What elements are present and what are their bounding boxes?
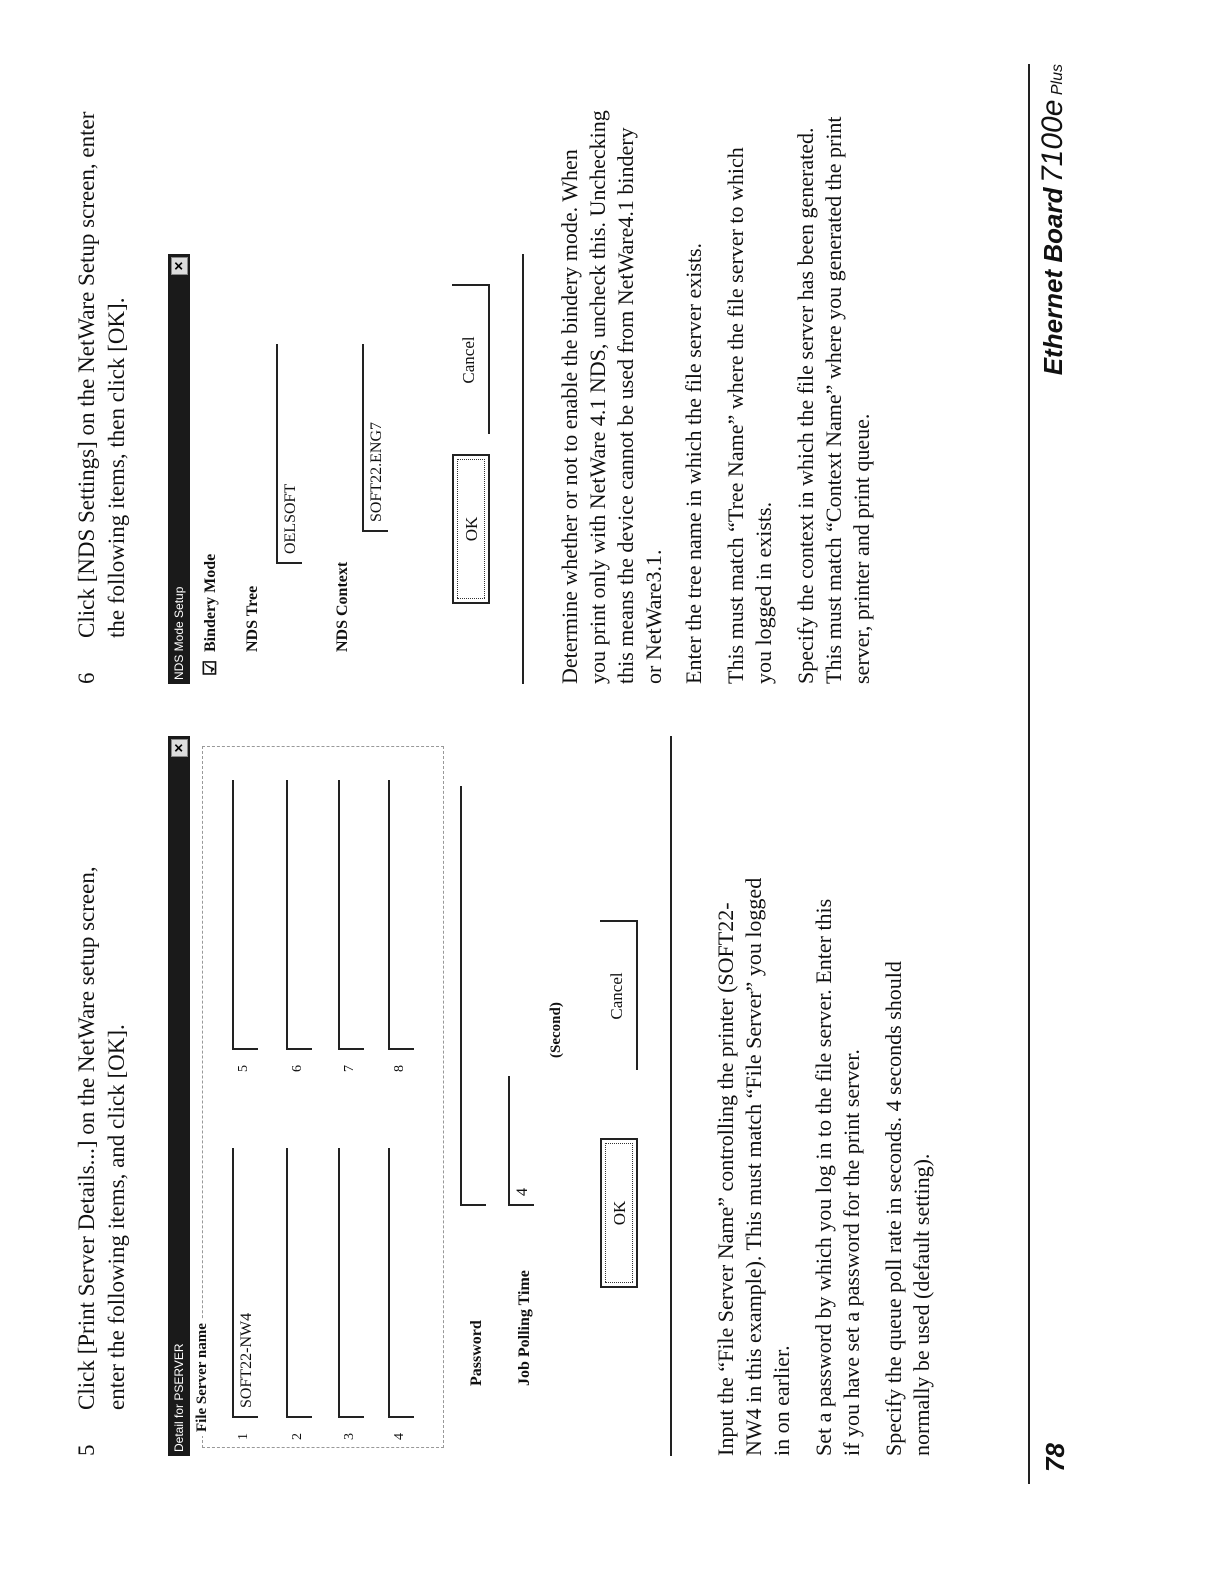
- bindery-mode-label: Bindery Mode: [202, 553, 219, 652]
- row-number: 5: [236, 1065, 251, 1072]
- step-number: 5: [74, 1444, 99, 1456]
- file-server-input-6[interactable]: [286, 780, 312, 1050]
- footer-rule: [1028, 64, 1030, 1484]
- footer-brand: Ethernet Board: [1038, 187, 1068, 376]
- step-5-instruction: [72, 736, 142, 1456]
- job-polling-input[interactable]: 4: [508, 1076, 534, 1206]
- close-icon[interactable]: ✕: [171, 257, 188, 275]
- dialog-titlebar: [168, 736, 190, 1456]
- file-server-input-1[interactable]: SOFT22-NW4: [232, 1148, 258, 1418]
- row-number: 4: [392, 1433, 407, 1440]
- nds-context-label: NDS Context: [334, 561, 351, 652]
- dialog-bottom-rule: [670, 736, 672, 1456]
- dialog-title: NDS Mode Setup: [172, 586, 186, 680]
- ok-button[interactable]: [600, 1138, 638, 1288]
- file-server-input-7[interactable]: [338, 780, 364, 1050]
- row-number: 8: [392, 1065, 407, 1072]
- nds-tree-input[interactable]: OELSOFT: [276, 344, 302, 564]
- row-number: 3: [342, 1433, 357, 1440]
- left-paragraph-3: Specify the queue poll rate in seconds. 4 seconds should normally be used (default setting).: [881, 961, 934, 1456]
- cancel-button[interactable]: Cancel: [452, 284, 490, 434]
- left-paragraph-1: Input the “File Server Name” controlling the printer (SOFT22- NW4 in this example). This must match “File Server” you logged in on earlier.: [713, 877, 794, 1456]
- ok-button-label: OK: [457, 459, 485, 599]
- password-field[interactable]: [460, 786, 486, 1206]
- dialog-title: Detail for PSERVER: [172, 1343, 186, 1452]
- dialog-titlebar: [168, 254, 190, 684]
- footer-suffix: Plus: [1049, 64, 1066, 96]
- right-paragraph-1: Determine whether or not to enable the bindery mode. When you print only with NetWare 4.1 NDS, uncheck this. Unchecking this means the device cannot be used from NetWare4.1 bindery or NetWare3.1.: [557, 110, 666, 684]
- step-text: Click [NDS Settings] on the NetWare Setup screen, enter the following items, then click [OK].: [74, 111, 129, 638]
- bindery-checkbox[interactable]: ☑: [200, 659, 220, 676]
- nds-tree-label: NDS Tree: [244, 585, 261, 652]
- footer-model: 7100e: [1036, 99, 1069, 184]
- row-number: 6: [290, 1065, 305, 1072]
- nds-dialog-bottom-rule: [522, 254, 524, 684]
- nds-context-input[interactable]: SOFT22.ENG7: [362, 344, 388, 532]
- close-icon[interactable]: ✕: [171, 739, 188, 757]
- file-server-input-2[interactable]: [286, 1148, 312, 1418]
- file-server-input-5[interactable]: [232, 780, 258, 1050]
- footer-product-name: [1036, 64, 1070, 464]
- left-paragraph-2: Set a password by which you log in to the file server. Enter this if you have set a password for the print server.: [811, 898, 864, 1456]
- pserver-dialog: [168, 736, 668, 1456]
- row-number: 2: [290, 1433, 305, 1440]
- file-server-input-4[interactable]: [388, 1148, 414, 1418]
- file-server-group-label: File Server name: [194, 1319, 211, 1436]
- password-label: Password: [468, 1320, 485, 1386]
- step-number: 6: [74, 672, 99, 684]
- ok-button[interactable]: [452, 454, 490, 604]
- right-paragraph-4: Specify the context in which the file server has been generated. This must match “Context Name” where you generated the print server, printer and print queue.: [793, 116, 874, 684]
- step-text: Click [Print Server Details...] on the NetWare setup screen, enter the following items, and click [OK].: [74, 866, 129, 1410]
- right-paragraph-2: Enter the tree name in which the file server exists.: [681, 242, 706, 684]
- step-6-instruction: [72, 84, 142, 684]
- row-number: 7: [342, 1065, 357, 1072]
- row-number: 1: [236, 1433, 251, 1440]
- job-polling-label: Job Polling Time: [516, 1270, 533, 1386]
- ok-button-label: OK: [605, 1143, 633, 1283]
- right-paragraph-3: This must match “Tree Name” where the file server to which you logged in exists.: [723, 147, 776, 684]
- polling-unit-label: (Second): [548, 1002, 564, 1058]
- file-server-input-3[interactable]: [338, 1148, 364, 1418]
- file-server-input-8[interactable]: [388, 780, 414, 1050]
- page-number: 78: [1040, 1443, 1070, 1472]
- cancel-button[interactable]: Cancel: [600, 920, 638, 1070]
- nds-dialog: [168, 254, 520, 684]
